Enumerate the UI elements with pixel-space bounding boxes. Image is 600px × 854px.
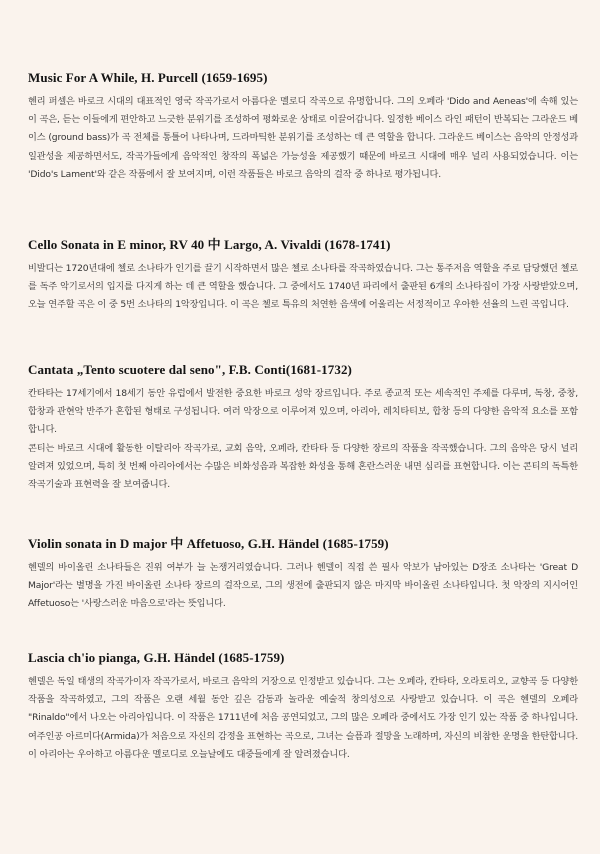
section-title: Music For A While, H. Purcell (1659-1695) <box>28 70 268 85</box>
section-paragraph: 칸타타는 17세기에서 18세기 동안 유럽에서 발전한 중요한 바로크 성악 장르입니다. 주로 종교적 또는 세속적인 주제를 다루며, 독창, 중창, 합창과 관현악 반주가 혼합된 형태로 구성됩니다. 여러 악장으로 이루어져 있으며, 아리아, 레치타티보, 합창 등의 다양한 음악적 요소를 포함합니다. <box>28 388 578 436</box>
section-paragraph: 헨델은 독일 태생의 작곡가이자 작곡가로서, 바로크 음악의 거장으로 인정받고 있습니다. 그는 오페라, 칸타타, 오라토리오, 교향곡 등 다양한 작품을 작곡하였고, 그의 작품은 오랜 세월 동안 깊은 감동과 놀라운 예술적 창의성으로 사랑받고 있습니다. 이 곡은 헨델의 오페라 "Rinaldo"에서 나오는 아리아입니다. 이 작품은 1711년에 처음 공연되었고, 그의 많은 오페라 중에서도 가장 인기 있는 작품 중 하나입니다. 여주인공 아르미다(Armida)가 처음으로 자신의 감정을 표현하는 곡으로, 그녀는 슬픔과 절망을 노래하며, 자신의 비참한 운명을 한탄합니다. 이 아리아는 우아하고 아름다운 멜로디로 오늘날에도 대중들에게 잘 알려졌습니다. <box>28 676 578 760</box>
section-paragraph: 비발디는 1720년대에 첼로 소나타가 인기를 끌기 시작하면서 많은 첼로 소나타를 작곡하였습니다. 그는 통주저음 역할을 주로 담당했던 첼로를 독주 악기로서의 입지를 다지게 하는 데 큰 역할을 했습니다. 그 중에서도 1740년 파리에서 출판된 6개의 소나타집이 가장 사랑받았으며, 오늘 연주할 곡은 이 중 5번 소나타의 1악장입니다. 이 곡은 첼로 특유의 처연한 음색에 어울리는 서정적이고 우아한 선율의 느린 곡입니다. <box>28 263 578 311</box>
section-title: Violin sonata in D major 中 Affetuoso, G.H. Händel (1685-1759) <box>28 536 389 551</box>
section-conti <box>28 362 578 494</box>
section-handel-lascia <box>28 650 578 764</box>
section-purcell <box>28 70 578 184</box>
section-handel-violin <box>28 533 578 614</box>
section-paragraph: 헨델의 바이올린 소나타들은 진위 여부가 늘 논쟁거리였습니다. 그러나 헨델이 직접 쓴 필사 악보가 남아있는 D장조 소나타는 'Great D Major'라는 별명을 가진 바이올린 소나타 장르의 걸작으로, 그의 생전에 출판되지 않은 마지막 바이올린 소나타입니다. 첫 악장의 지시어인 Affetuoso는 '사랑스러운 마음으로'라는 뜻입니다. <box>28 562 578 610</box>
section-paragraph: 헨리 퍼셀은 바로크 시대의 대표적인 영국 작곡가로서 아름다운 멜로디 작곡으로 유명합니다. 그의 오페라 'Dido and Aeneas'에 속해 있는 이 곡은, 듣는 이들에게 편안하고 느긋한 분위기를 조성하여 평화로운 상태로 이끌어갑니다. 일정한 베이스 라인 패턴이 반복되는 그라운드 베이스 (ground bass)가 곡 전체를 통틀어 나타나며, 드라마틱한 분위기를 조성하는 데 큰 역할을 합니다. 그라운드 베이스는 음악의 안정성과 일관성을 제공하면서도, 작곡가들에게 음악적인 창작의 폭넓은 가능성을 제공했기 때문에 바로크 시대에 매우 널리 사용되었습니다. 이는 'Dido's Lament'와 같은 작품에서 잘 보여지며, 이런 작품들은 바로크 음악의 걸작 중 하나로 평가됩니다. <box>28 96 578 180</box>
section-title: Lascia ch'io pianga, G.H. Händel (1685-1759) <box>28 650 285 665</box>
section-title: Cantata „Tento scuotere dal seno", F.B. Conti(1681-1732) <box>28 362 352 377</box>
section-title: Cello Sonata in E minor, RV 40 中 Largo, A. Vivaldi (1678-1741) <box>28 237 391 252</box>
section-vivaldi <box>28 234 578 315</box>
section-paragraph: 콘티는 바로크 시대에 활동한 이탈리아 작곡가로, 교회 음악, 오페라, 칸타타 등 다양한 장르의 작품을 작곡했습니다. 그의 음악은 당시 널리 알려져 있었으며, 특히 첫 번째 아리아에서는 수많은 비화성음과 복잡한 화성을 통해 혼란스러운 내면 심리를 표현합니다. 이는 콘티의 독특한 작곡기술과 표현력을 잘 보여줍니다. <box>28 442 578 491</box>
